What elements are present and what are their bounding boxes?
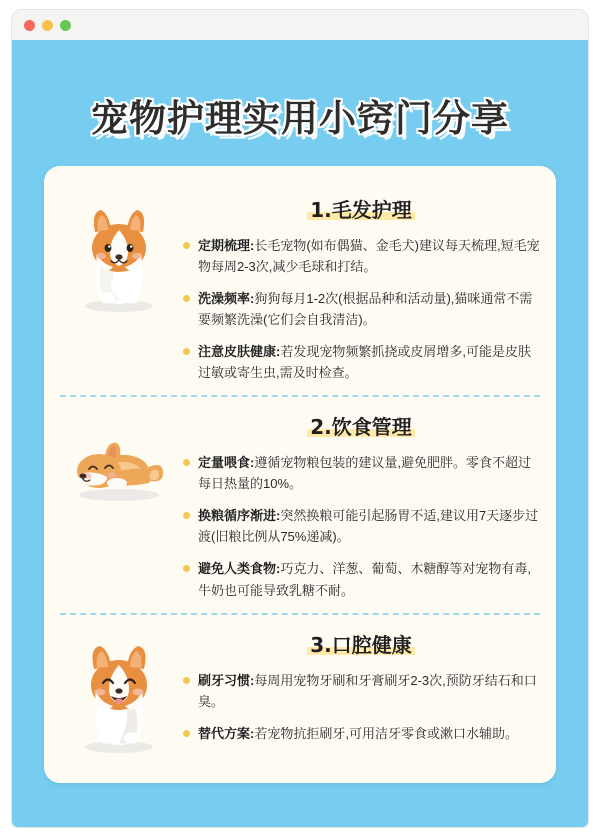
- window-titlebar: [12, 10, 588, 40]
- section-heading-text: 2.饮食管理: [307, 415, 415, 439]
- tip-text: 突然换粮可能引起肠胃不适,建议用7天逐步过渡(旧粮比例从75%递减)。: [198, 508, 539, 545]
- list-item: [182, 670, 540, 712]
- tip-text: 遵循宠物粮包装的建议量,避免肥胖。零食不超过每日热量的10%。: [198, 455, 531, 492]
- tip-label: 定期梳理:: [198, 238, 255, 253]
- section-heading: [182, 411, 540, 440]
- tip-text: 长毛宠物(如布偶猫、金毛犬)建议每天梳理,短毛宠物每周2-3次,减少毛球和打结。: [198, 238, 540, 275]
- content-card: [44, 166, 556, 783]
- tip-text: 巧克力、洋葱、葡萄、木糖醇等对宠物有毒,牛奶也可能导致乳糖不耐。: [198, 561, 531, 598]
- section-heading-text: 3.口腔健康: [307, 633, 415, 657]
- tip-label: 换粮循序渐进:: [198, 508, 281, 524]
- tip-text: 若发现宠物频繁抓挠或皮屑增多,可能是皮肤过敏或寄生虫,需及时检查。: [198, 344, 531, 381]
- tips-list: [182, 670, 540, 744]
- browser-window: [12, 10, 588, 827]
- tip-label: 定量喂食:: [198, 455, 255, 471]
- tip-label: 避免人类食物:: [198, 561, 281, 577]
- section-body: [178, 405, 540, 602]
- tip-text: 每周用宠物牙刷和牙膏刷牙2-3次,预防牙结石和口臭。: [198, 672, 537, 709]
- maximize-icon[interactable]: [60, 20, 71, 31]
- list-item: [182, 452, 540, 494]
- tips-list: [182, 452, 540, 600]
- tip-text: 狗狗每月1-2次(根据品种和活动量),猫咪通常不需要频繁洗澡(它们会自我清洁)。: [198, 291, 533, 328]
- corgi-smiling-icon: [60, 623, 178, 755]
- list-item: [182, 505, 540, 547]
- shiba-sleeping-icon: [60, 405, 178, 507]
- poster-canvas: [12, 40, 588, 827]
- section-body: [178, 188, 540, 385]
- section-diet-management: [60, 395, 540, 612]
- minimize-icon[interactable]: [42, 20, 53, 31]
- page-title: 宠物护理实用小窍门分享: [91, 97, 509, 140]
- list-item: [182, 558, 540, 600]
- section-heading: [182, 629, 540, 658]
- section-heading-text: 1.毛发护理: [307, 198, 415, 222]
- tip-text: 若宠物抗拒刷牙,可用洁牙零食或漱口水辅助。: [254, 725, 518, 741]
- section-hair-care: [60, 180, 540, 395]
- list-item: [182, 235, 540, 277]
- tip-label: 注意皮肤健康:: [198, 344, 281, 360]
- close-icon[interactable]: [24, 20, 35, 31]
- section-body: [178, 623, 540, 746]
- list-item: [182, 288, 540, 330]
- tip-label: 刷牙习惯:: [198, 672, 255, 688]
- section-oral-health: [60, 613, 540, 765]
- list-item: [182, 341, 540, 383]
- corgi-sitting-icon: [60, 188, 178, 314]
- section-heading: [182, 194, 540, 223]
- list-item: [182, 723, 540, 744]
- tip-label: 洗澡频率:: [198, 291, 255, 307]
- tip-label: 替代方案:: [198, 725, 255, 741]
- tips-list: [182, 235, 540, 383]
